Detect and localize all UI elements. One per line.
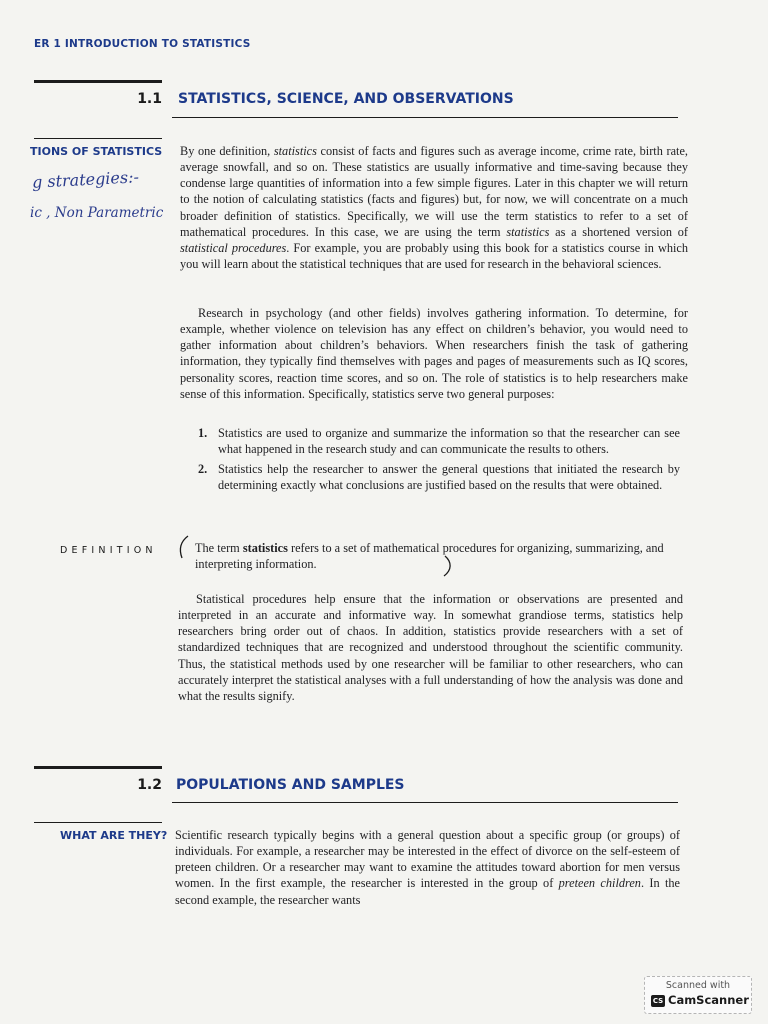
handwritten-note: g strategies:- [31, 167, 140, 192]
list-item [198, 425, 680, 457]
sidebar-rule [34, 822, 162, 823]
definition-label: DEFINITION [60, 545, 157, 556]
list-item [198, 461, 680, 493]
definition-text: The term statistics refers to a set of mathematical procedures for organizing, summarizing, and interpreting information. [195, 541, 664, 572]
section-title: STATISTICS, SCIENCE, AND OBSERVATIONS [178, 91, 514, 107]
running-head: ER 1 INTRODUCTION TO STATISTICS [34, 38, 251, 50]
sidebar-heading: WHAT ARE THEY? [60, 829, 168, 842]
camscanner-logo-icon: CS [652, 997, 664, 1005]
list-text: Statistics help the researcher to answer the general questions that initiated the research by determining exactly what conclusions are justified based on the results that were obtained. [218, 462, 680, 493]
purpose-list [198, 425, 680, 498]
watermark-caption: Scanned with [665, 980, 731, 991]
sidebar-rule [34, 138, 162, 139]
body-paragraph: Statistical procedures help ensure that the information or observations are presented and interpreted in an accurate and informative way. In somewhat grandiose terms, statistics help researchers bring order out of chaos. In addition, statistics provide researchers with a set of standardized techniques that are recognized and understood throughout the scientific community. Thus, the statistical methods used by one researcher will be familiar to other researchers, who can accurately interpret the statistical analyses with a full understanding of how the analysis was done and what the results signify. [178, 592, 683, 703]
list-text: Statistics are used to organize and summarize the information so that the researcher can see what happened in the research study and can communicate the results to others. [218, 426, 680, 457]
body-paragraph: Research in psychology (and other fields) involves gathering information. To determine, for example, whether violence on television has any effect on children’s behavior, you would need to gather information about children’s behaviors. When researchers finish the task of gathering information, they typically find themselves with pages and pages of measurements such as IQ scores, personality scores, reaction time scores, and so on. The role of statistics is to help researchers make sense of this information. Specifically, statistics serve two general purposes: [180, 306, 688, 401]
body-paragraph: Scientific research typically begins with a general question about a specific group (or groups) of individuals. For example, a researcher may be interested in the effect of divorce on the self-esteem of preteen children. Or a researcher may want to examine the attitudes toward abortion for men versus women. In the first example, the researcher is interested in the group of preteen children. In the second example, the researcher wants [175, 828, 680, 907]
section-number: 1.2 [137, 777, 162, 793]
handwritten-note: ic , Non Parametric [30, 205, 164, 221]
section-bottom-rule [172, 802, 678, 803]
section-top-rule [34, 80, 162, 83]
section-bottom-rule [172, 117, 678, 118]
watermark-brand: CamScanner [668, 993, 749, 1007]
section-title: POPULATIONS AND SAMPLES [176, 777, 405, 793]
hand-bracket-left [176, 534, 190, 560]
section-number: 1.1 [137, 91, 162, 107]
body-paragraph: By one definition, statistics consist of facts and figures such as average income, crime rate, birth rate, average snowfall, and so on. These statistics are usually informative and time-saving because they condense large quantities of information into a few simple figures. Later in this chapter we will return to the notion of calculating statistics (facts and figures) but, for now, we will concentrate on a much broader definition of statistics. Specifically, we will use the term statistics to refer to a set of mathematical procedures. In this case, we are using the term statistics as a shortened version of statistical procedures. For example, you are probably using this book for a statistics course in which you will learn about the statistical techniques that are used for research in the behavioral sciences. [180, 144, 688, 272]
sidebar-heading: TIONS OF STATISTICS [30, 145, 163, 158]
list-number: 1. [198, 426, 208, 440]
scanner-watermark [644, 976, 752, 1014]
list-number: 2. [198, 462, 208, 477]
section-top-rule [34, 766, 162, 769]
